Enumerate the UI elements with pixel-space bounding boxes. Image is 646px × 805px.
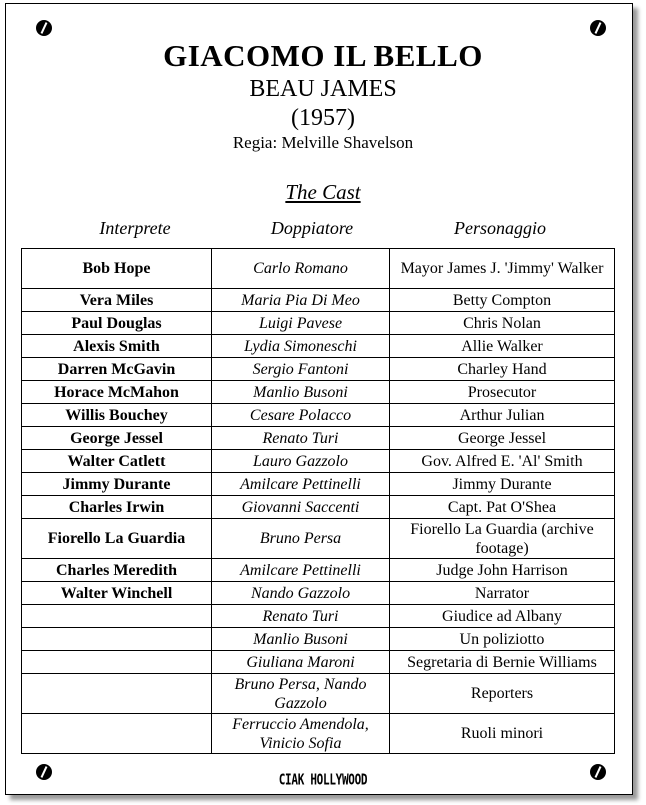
ciak-hollywood-logo: CIAK HOLLYWOOD xyxy=(278,770,368,789)
actor-cell: Willis Bouchey xyxy=(22,404,212,427)
column-header-actor: Interprete xyxy=(99,218,171,238)
dubber-cell: Manlio Busoni xyxy=(212,381,390,404)
character-cell: Fiorello La Guardia (archive footage) xyxy=(390,519,615,559)
dubber-cell: Carlo Romano xyxy=(212,249,390,289)
table-row xyxy=(22,519,615,559)
character-cell: Arthur Julian xyxy=(390,404,615,427)
dubber-cell: Cesare Polacco xyxy=(212,404,390,427)
table-row xyxy=(22,605,615,628)
dubber-cell: Lauro Gazzolo xyxy=(212,450,390,473)
actor-cell: George Jessel xyxy=(22,427,212,450)
character-cell: Prosecutor xyxy=(390,381,615,404)
table-row xyxy=(22,404,615,427)
table-row xyxy=(22,450,615,473)
dubber-cell: Bruno Persa xyxy=(212,519,390,559)
character-cell: Jimmy Durante xyxy=(390,473,615,496)
character-cell: Judge John Harrison xyxy=(390,559,615,582)
character-cell: Gov. Alfred E. 'Al' Smith xyxy=(390,450,615,473)
italian-title: GIACOMO IL BELLO xyxy=(163,38,483,73)
dubber-cell: Renato Turi xyxy=(212,605,390,628)
dubber-cell: Giuliana Maroni xyxy=(212,651,390,674)
actor-cell: Vera Miles xyxy=(22,289,212,312)
table-row xyxy=(22,559,615,582)
character-cell: Un poliziotto xyxy=(390,628,615,651)
release-year: (1957) xyxy=(291,105,355,131)
actor-cell: Charles Meredith xyxy=(22,559,212,582)
actor-cell: Darren McGavin xyxy=(22,358,212,381)
screw-icon xyxy=(590,20,606,36)
actor-cell xyxy=(22,714,212,754)
dubber-cell: Sergio Fantoni xyxy=(212,358,390,381)
cast-table xyxy=(21,248,615,754)
character-cell: George Jessel xyxy=(390,427,615,450)
actor-cell: Walter Catlett xyxy=(22,450,212,473)
table-row xyxy=(22,582,615,605)
character-cell: Mayor James J. 'Jimmy' Walker xyxy=(390,249,615,289)
director-line: Regia: Melville Shavelson xyxy=(232,133,414,152)
character-cell: Narrator xyxy=(390,582,615,605)
actor-cell: Fiorello La Guardia xyxy=(22,519,212,559)
dubber-cell: Nando Gazzolo xyxy=(212,582,390,605)
dubber-cell: Amilcare Pettinelli xyxy=(212,559,390,582)
table-row xyxy=(22,381,615,404)
character-cell: Ruoli minori xyxy=(390,714,615,754)
original-title: BEAU JAMES xyxy=(249,76,397,102)
column-header-dubber: Doppiatore xyxy=(270,218,354,238)
actor-cell: Charles Irwin xyxy=(22,496,212,519)
actor-cell: Walter Winchell xyxy=(22,582,212,605)
table-row xyxy=(22,473,615,496)
dubber-cell: Ferruccio Amendola, Vinicio Sofia xyxy=(212,714,390,754)
dubber-cell: Lydia Simoneschi xyxy=(212,335,390,358)
character-cell: Chris Nolan xyxy=(390,312,615,335)
screw-icon xyxy=(36,20,52,36)
character-cell: Reporters xyxy=(390,674,615,714)
actor-cell: Jimmy Durante xyxy=(22,473,212,496)
actor-cell xyxy=(22,628,212,651)
character-cell: Segretaria di Bernie Williams xyxy=(390,651,615,674)
table-row xyxy=(22,289,615,312)
table-row xyxy=(22,496,615,519)
dubber-cell: Maria Pia Di Meo xyxy=(212,289,390,312)
actor-cell: Bob Hope xyxy=(22,249,212,289)
character-cell: Giudice ad Albany xyxy=(390,605,615,628)
character-cell: Capt. Pat O'Shea xyxy=(390,496,615,519)
table-row xyxy=(22,651,615,674)
character-cell: Charley Hand xyxy=(390,358,615,381)
section-heading-text: The Cast xyxy=(285,180,361,204)
actor-cell xyxy=(22,651,212,674)
dubber-cell: Luigi Pavese xyxy=(212,312,390,335)
actor-cell xyxy=(22,605,212,628)
dubber-cell: Bruno Persa, Nando Gazzolo xyxy=(212,674,390,714)
dubber-cell: Giovanni Saccenti xyxy=(212,496,390,519)
table-row xyxy=(22,358,615,381)
dubber-cell: Amilcare Pettinelli xyxy=(212,473,390,496)
actor-cell xyxy=(22,674,212,714)
dubber-cell: Manlio Busoni xyxy=(212,628,390,651)
character-cell: Allie Walker xyxy=(390,335,615,358)
table-row xyxy=(22,335,615,358)
actor-cell: Alexis Smith xyxy=(22,335,212,358)
section-heading xyxy=(0,180,646,205)
table-row xyxy=(22,249,615,289)
column-header-character: Personaggio xyxy=(454,218,546,238)
actor-cell: Paul Douglas xyxy=(22,312,212,335)
table-row xyxy=(22,427,615,450)
table-row xyxy=(22,714,615,754)
table-row xyxy=(22,312,615,335)
table-row xyxy=(22,628,615,651)
table-row xyxy=(22,674,615,714)
character-cell: Betty Compton xyxy=(390,289,615,312)
dubber-cell: Renato Turi xyxy=(212,427,390,450)
actor-cell: Horace McMahon xyxy=(22,381,212,404)
